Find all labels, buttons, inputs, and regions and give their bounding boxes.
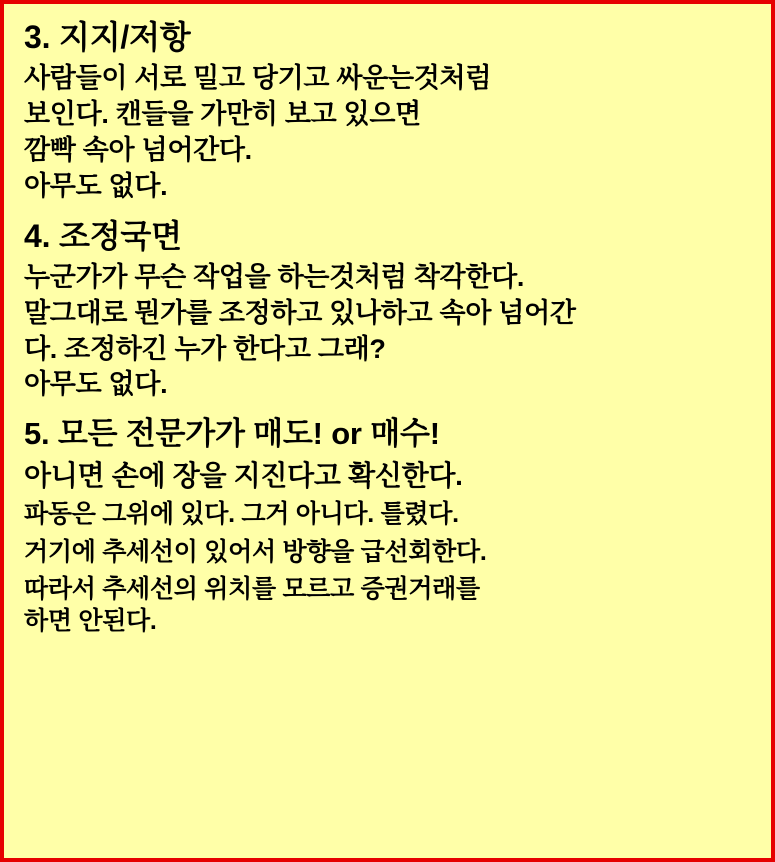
section-spacer-4-5 <box>24 405 753 415</box>
section-4-line-4: 아무도 없다. <box>24 369 168 400</box>
section-5 <box>24 415 753 637</box>
section-4-line-2: 말그대로 뭔가를 조정하고 있나하고 속아 넘어간 <box>24 297 576 328</box>
section-5-line-2: 거기에 추세선이 있어서 방향을 급선회한다. <box>24 537 487 566</box>
section-3-line-4: 아무도 없다. <box>24 170 168 201</box>
section-3-heading: 3. 지지/저항 <box>24 19 191 55</box>
section-4-line-1: 누군가가 무슨 작업을 하는것처럼 착각한다. <box>24 261 525 292</box>
section-3-line-3: 깜빡 속아 넘어간다. <box>24 134 252 165</box>
section-4-line-3: 다. 조정하긴 누가 한다고 그래? <box>24 333 386 364</box>
section-3-line-2: 보인다. 캔들을 가만히 보고 있으면 <box>24 98 421 129</box>
section-4-heading: 4. 조정국면 <box>24 217 182 254</box>
section-3-line-1: 사람들이 서로 밀고 당기고 싸운는것처럼 <box>24 63 492 94</box>
section-spacer-3-4 <box>24 207 753 217</box>
section-5-heading: 5. 모든 전문가가 매도! or 매수! <box>24 416 440 452</box>
section-3 <box>24 18 753 205</box>
section-5-subheading: 아니면 손에 장을 지진다고 확신한다. <box>24 460 463 492</box>
section-4 <box>24 217 753 404</box>
section-5-line-4: 하면 안된다. <box>24 606 157 635</box>
section-5-line-1: 파동은 그위에 있다. 그거 아니다. 틀렸다. <box>24 500 459 529</box>
section-5-line-3: 따라서 추세선의 위치를 모르고 증권거래를 <box>24 574 480 603</box>
